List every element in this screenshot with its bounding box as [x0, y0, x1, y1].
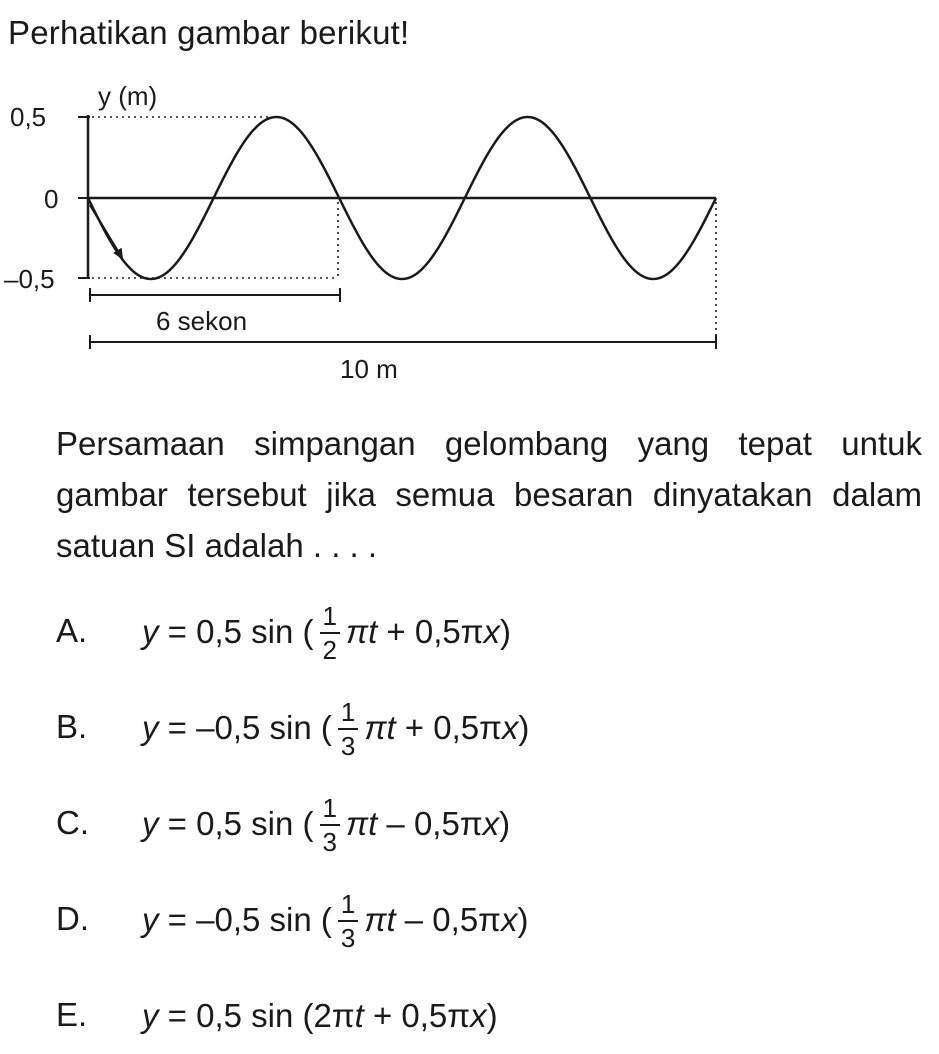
formula-middle: + 0,5π [386, 613, 484, 650]
formula-middle: – 0,5π [404, 901, 501, 938]
formula-middle: + 0,5π [404, 709, 502, 746]
answer-options [56, 590, 916, 1054]
option-letter: A. [56, 612, 88, 649]
formula-var-t: t [368, 805, 378, 842]
option-e[interactable] [56, 974, 916, 1054]
formula-prefix: = 0,5 sin (2π [167, 997, 355, 1034]
fraction-denominator: 3 [340, 731, 356, 761]
formula-var-x: x [470, 997, 487, 1034]
time-label: 6 sekon [156, 306, 248, 336]
option-a[interactable] [56, 590, 916, 686]
fraction [320, 603, 340, 663]
option-formula [142, 889, 529, 953]
option-formula [142, 601, 512, 665]
fraction-denominator: 2 [322, 635, 337, 665]
fraction [338, 699, 358, 759]
formula-var-x: x [483, 613, 501, 650]
option-letter: C. [56, 804, 89, 841]
fraction-numerator: 1 [320, 795, 340, 826]
option-formula [142, 996, 498, 1036]
formula-close: ) [517, 901, 529, 938]
formula-pi: π [364, 901, 387, 938]
formula-middle: – 0,5π [386, 805, 483, 842]
formula-close: ) [518, 709, 530, 746]
option-b[interactable] [56, 686, 916, 782]
option-formula [142, 793, 511, 857]
tick-label-bottom: –0,5 [4, 264, 55, 294]
tick-label-top: 0,5 [10, 102, 47, 132]
direction-arrow [90, 205, 122, 258]
option-c[interactable] [56, 782, 916, 878]
formula-pi: π [345, 613, 369, 650]
formula-var-y: y [142, 613, 159, 650]
formula-prefix: = 0,5 sin ( [167, 613, 314, 650]
option-letter: B. [56, 708, 88, 745]
formula-prefix: = 0,5 sin ( [167, 805, 314, 842]
tick-label-zero: 0 [44, 184, 59, 214]
formula-var-t: t [386, 901, 396, 938]
option-d[interactable] [56, 878, 916, 974]
option-formula [142, 697, 530, 761]
formula-var-x: x [500, 901, 518, 938]
formula-var-t: t [386, 709, 396, 746]
y-axis-label: y (m) [98, 81, 158, 111]
fraction [338, 891, 358, 951]
formula-close: ) [500, 613, 512, 650]
question-text: Persamaan simpangan gelombang yang tepat untuk gambar tersebut jika semua besaran dinyatakan dalam satuan SI adalah . . . . [56, 425, 922, 564]
formula-pi: π [345, 805, 369, 842]
length-label: 10 m [340, 354, 398, 384]
fraction-numerator: 1 [338, 699, 358, 730]
wave-figure [0, 70, 939, 400]
formula-var-y: y [142, 709, 159, 746]
fraction-numerator: 1 [338, 891, 358, 922]
option-letter: E. [56, 996, 88, 1033]
fraction-numerator: 1 [320, 603, 340, 634]
fraction [320, 795, 340, 855]
option-letter: D. [56, 900, 89, 937]
formula-var-x: x [482, 805, 500, 842]
formula-middle: + 0,5π [372, 997, 471, 1034]
formula-var-y: y [142, 997, 159, 1034]
formula-var-t: t [368, 613, 378, 650]
formula-var-y: y [142, 805, 159, 842]
formula-pi: π [364, 709, 387, 746]
formula-close: ) [499, 805, 511, 842]
intro-text: Perhatikan gambar berikut! [8, 14, 410, 51]
fraction-denominator: 3 [322, 827, 337, 857]
wave-diagram [0, 70, 939, 400]
formula-close: ) [486, 997, 498, 1034]
formula-var-x: x [501, 709, 519, 746]
fraction-denominator: 3 [340, 923, 356, 953]
formula-prefix: = –0,5 sin ( [167, 709, 332, 746]
formula-var-t: t [354, 997, 364, 1034]
formula-prefix: = –0,5 sin ( [167, 901, 332, 938]
formula-var-y: y [142, 901, 159, 938]
